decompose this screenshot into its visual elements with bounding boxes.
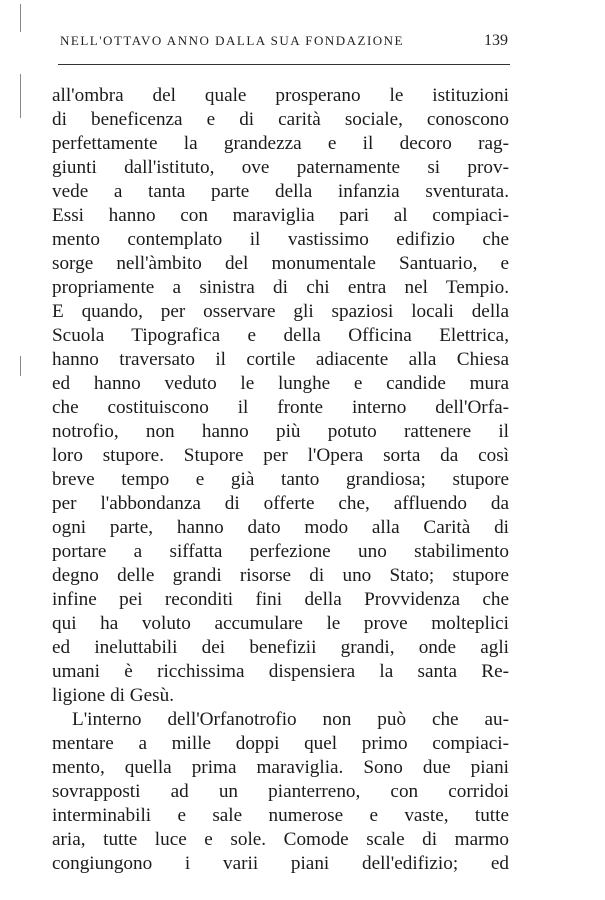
body-text	[52, 84, 509, 876]
text-line: notrofio, non hanno più potuto rattenere il	[52, 421, 509, 442]
text-line: ogni parte, hanno dato modo alla Carità di	[52, 517, 509, 538]
text-line: giunti dall'istituto, ove paternamente si prov-	[52, 157, 509, 178]
text-line: sovrapposti ad un pianterreno, con corridoi	[52, 781, 509, 802]
text-line: E quando, per osservare gli spaziosi locali della	[52, 301, 509, 322]
text-line: Scuola Tipografica e della Officina Elettrica,	[52, 325, 509, 346]
text-line: aria, tutte luce e sole. Comode scale di marmo	[52, 829, 509, 850]
text-line: di beneficenza e di carità sociale, conoscono	[52, 109, 509, 130]
text-line: propriamente a sinistra di chi entra nel Tempio.	[52, 277, 509, 298]
text-line: perfettamente la grandezza e il decoro rag-	[52, 133, 509, 154]
margin-scan-mark	[20, 356, 21, 376]
header-rule	[58, 64, 510, 65]
text-line: per l'abbondanza di offerte che, affluendo da	[52, 493, 509, 514]
page-number: 139	[484, 32, 508, 49]
text-line: loro stupore. Stupore per l'Opera sorta da così	[52, 445, 509, 466]
text-line: vede a tanta parte della infanzia sventurata.	[52, 181, 509, 202]
text-line: ligione di Gesù.	[52, 685, 175, 706]
text-line: L'interno dell'Orfanotrofio non può che au-	[72, 709, 509, 730]
page-header	[60, 32, 508, 50]
text-line: mento, quella prima maraviglia. Sono due piani	[52, 757, 509, 778]
running-title: NELL'OTTAVO ANNO DALLA SUA FONDAZIONE	[60, 33, 404, 48]
text-line: sorge nell'àmbito del monumentale Santuario, e	[52, 253, 509, 274]
text-line: umani è ricchissima dispensiera la santa Re-	[52, 661, 509, 682]
text-line: degno delle grandi risorse di uno Stato; stupore	[52, 565, 509, 586]
text-line: ed hanno veduto le lunghe e candide mura	[52, 373, 509, 394]
margin-scan-mark	[20, 4, 21, 32]
text-line: ed ineluttabili dei benefizii grandi, onde agli	[52, 637, 509, 658]
text-line: congiungono i varii piani dell'edifizio; ed	[52, 853, 509, 874]
text-line: Essi hanno con maraviglia pari al compiaci-	[52, 205, 509, 226]
text-line: qui ha voluto accumulare le prove molteplici	[52, 613, 509, 634]
text-line: mentare a mille doppi quel primo compiaci-	[52, 733, 509, 754]
text-line: infine pei reconditi fini della Provvidenza che	[52, 589, 509, 610]
text-line: all'ombra del quale prosperano le istituzioni	[52, 85, 509, 106]
text-line: breve tempo e già tanto grandiosa; stupore	[52, 469, 509, 490]
text-line: interminabili e sale numerose e vaste, tutte	[52, 805, 509, 826]
margin-scan-mark	[20, 74, 21, 118]
text-line: mento contemplato il vastissimo edifizio che	[52, 229, 509, 250]
text-line: che costituiscono il fronte interno dell'Orfa-	[52, 397, 509, 418]
text-line: hanno traversato il cortile adiacente alla Chiesa	[52, 349, 509, 370]
text-line: portare a siffatta perfezione uno stabilimento	[52, 541, 509, 562]
